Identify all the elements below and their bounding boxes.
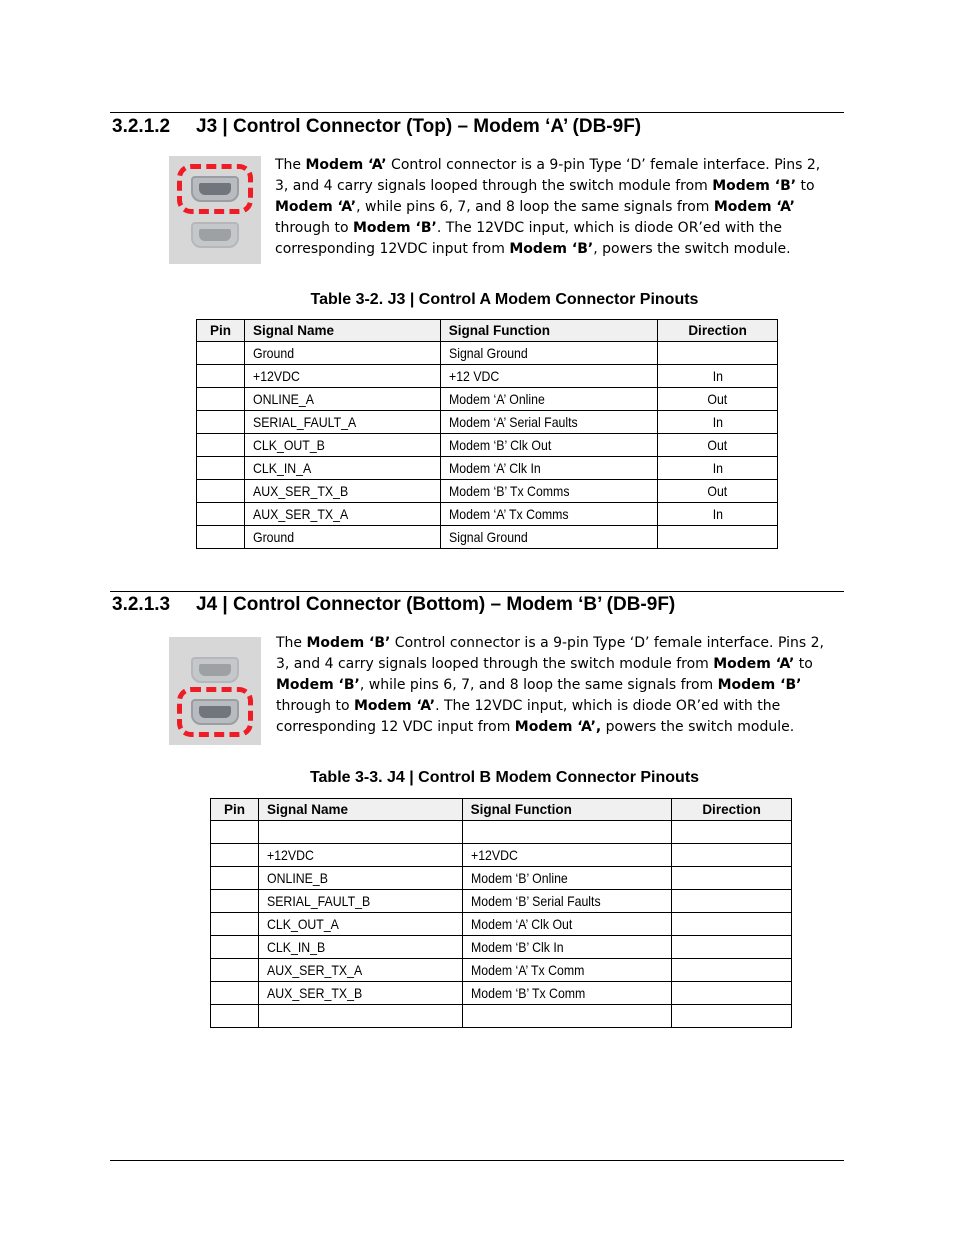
cell-pin <box>197 480 245 503</box>
bold-term: Modem ‘B’ <box>509 241 594 257</box>
connector-image-j4 <box>169 637 261 745</box>
table-row <box>211 844 792 867</box>
cell-signal-name: CLK_OUT_B <box>244 434 440 457</box>
bold-term: Modem ‘A’ <box>713 199 795 215</box>
bold-term: Modem ‘B’ <box>276 677 360 693</box>
cell-direction <box>672 936 792 959</box>
pinout-table-j4 <box>210 798 792 1028</box>
cell-pin <box>197 503 245 526</box>
column-header-direction: Direction <box>672 799 792 821</box>
cell-signal-function: Modem ‘B’ Tx Comm <box>462 982 671 1005</box>
cell-signal-function: Modem ‘B’ Online <box>462 867 671 890</box>
table-row <box>197 342 778 365</box>
cell-signal-function: Modem ‘A’ Online <box>440 388 657 411</box>
cell-direction: In <box>658 457 778 480</box>
column-header-signal-name: Signal Name <box>244 320 440 342</box>
cell-signal-function: Signal Ground <box>440 526 657 549</box>
cell-direction: In <box>658 503 778 526</box>
highlight-outline <box>177 687 253 737</box>
cell-signal-function <box>462 821 671 844</box>
cell-signal-name: SERIAL_FAULT_A <box>244 411 440 434</box>
connector-image-j3 <box>169 156 261 264</box>
cell-signal-name <box>258 1005 462 1028</box>
pinout-table-j3 <box>196 319 778 549</box>
bold-term: Modem ‘B’ <box>352 220 437 236</box>
cell-pin <box>211 821 259 844</box>
paragraph-text: to <box>794 656 813 672</box>
cell-signal-function: Modem ‘B’ Serial Faults <box>462 890 671 913</box>
cell-signal-function: +12VDC <box>462 844 671 867</box>
paragraph-text: , while pins 6, 7, and 8 loop the same signals from <box>356 199 714 215</box>
paragraph-text: Control connector is a 9-pin Type ‘D’ female interface. Pins 2, 3, and 4 carry signals looped through the switch module from <box>276 635 824 672</box>
cell-signal-function: Signal Ground <box>440 342 657 365</box>
table-row <box>211 982 792 1005</box>
cell-pin <box>197 342 245 365</box>
cell-direction: Out <box>658 434 778 457</box>
cell-direction <box>672 1005 792 1028</box>
column-header-signal-function: Signal Function <box>440 320 657 342</box>
section-heading-j3 <box>112 116 641 138</box>
paragraph-text: The <box>276 635 307 651</box>
table-caption-j4: Table 3-3. J4 | Control B Modem Connector Pinouts <box>309 769 700 786</box>
cell-pin <box>211 982 259 1005</box>
section-title: J4 | Control Connector (Bottom) – Modem ‘B’ (DB-9F) <box>196 594 676 615</box>
table-header-row <box>197 320 778 342</box>
cell-signal-name: AUX_SER_TX_B <box>244 480 440 503</box>
cell-signal-function: +12 VDC <box>440 365 657 388</box>
bold-term: Modem ‘B’ <box>712 178 797 194</box>
paragraph-text: Control connector is a 9-pin Type ‘D’ female interface. Pins 2, 3, and 4 carry signals looped through the switch module from <box>275 157 821 194</box>
table-row <box>197 388 778 411</box>
bold-term: Modem ‘A’ <box>713 656 795 672</box>
table-row <box>211 821 792 844</box>
cell-signal-function <box>462 1005 671 1028</box>
section-rule <box>110 591 844 592</box>
bold-term: Modem ‘B’ <box>306 635 391 651</box>
table-row <box>197 503 778 526</box>
cell-pin <box>197 526 245 549</box>
cell-signal-name: AUX_SER_TX_A <box>244 503 440 526</box>
cell-pin <box>211 890 259 913</box>
bold-term: Modem ‘A’ <box>353 698 436 714</box>
paragraph-text: to <box>796 178 815 194</box>
cell-pin <box>211 936 259 959</box>
column-header-pin: Pin <box>197 320 245 342</box>
cell-signal-name: CLK_IN_A <box>244 457 440 480</box>
section-heading-j4 <box>112 594 675 616</box>
cell-direction: In <box>658 411 778 434</box>
highlight-outline <box>177 164 253 214</box>
cell-pin <box>211 913 259 936</box>
cell-pin <box>211 867 259 890</box>
table-row <box>211 890 792 913</box>
bold-term: Modem ‘A’ <box>275 199 357 215</box>
cell-direction: In <box>658 365 778 388</box>
paragraph-text: The <box>275 157 306 173</box>
cell-signal-name: CLK_OUT_A <box>258 913 462 936</box>
column-header-signal-name: Signal Name <box>258 799 462 821</box>
bold-term: Modem ‘A’, <box>514 719 602 735</box>
section-number: 3.2.1.2 <box>112 116 171 137</box>
cell-pin <box>211 1005 259 1028</box>
cell-signal-name: CLK_IN_B <box>258 936 462 959</box>
cell-pin <box>197 388 245 411</box>
cell-direction <box>658 342 778 365</box>
cell-signal-function: Modem ‘A’ Clk Out <box>462 913 671 936</box>
table-row <box>197 434 778 457</box>
cell-signal-function: Modem ‘B’ Clk In <box>462 936 671 959</box>
paragraph-text: through to <box>275 220 353 236</box>
cell-direction: Out <box>658 480 778 503</box>
cell-signal-name: +12VDC <box>258 844 462 867</box>
cell-signal-name: ONLINE_A <box>244 388 440 411</box>
bold-term: Modem ‘A’ <box>305 157 387 173</box>
table-row <box>197 365 778 388</box>
cell-pin <box>211 959 259 982</box>
cell-signal-name: ONLINE_B <box>258 867 462 890</box>
cell-signal-function: Modem ‘A’ Clk In <box>440 457 657 480</box>
table-row <box>197 457 778 480</box>
cell-direction <box>658 526 778 549</box>
section-title: J3 | Control Connector (Top) – Modem ‘A’ (DB-9F) <box>196 116 642 137</box>
table-row <box>211 959 792 982</box>
cell-pin <box>211 844 259 867</box>
db9-port-bottom <box>191 222 239 248</box>
paragraph-text: , powers the switch module. <box>593 241 791 257</box>
cell-direction <box>672 982 792 1005</box>
db9-port-top <box>191 657 239 683</box>
table-row <box>211 936 792 959</box>
cell-pin <box>197 457 245 480</box>
cell-direction <box>672 821 792 844</box>
cell-direction <box>672 867 792 890</box>
cell-direction: Out <box>658 388 778 411</box>
cell-direction <box>672 913 792 936</box>
cell-signal-name: SERIAL_FAULT_B <box>258 890 462 913</box>
section-number: 3.2.1.3 <box>112 594 171 615</box>
cell-pin <box>197 434 245 457</box>
cell-pin <box>197 365 245 388</box>
table-row <box>197 526 778 549</box>
table-row <box>211 913 792 936</box>
cell-signal-function: Modem ‘A’ Tx Comm <box>462 959 671 982</box>
paragraph-text: . The 12VDC input, which is diode OR’ed with the corresponding 12VDC input from <box>275 220 782 257</box>
cell-direction <box>672 890 792 913</box>
section-paragraph-j4 <box>276 633 836 738</box>
cell-signal-function: Modem ‘B’ Tx Comms <box>440 480 657 503</box>
paragraph-text: through to <box>276 698 354 714</box>
cell-signal-name: AUX_SER_TX_B <box>258 982 462 1005</box>
bold-term: Modem ‘B’ <box>717 677 802 693</box>
cell-signal-name <box>258 821 462 844</box>
cell-direction <box>672 959 792 982</box>
column-header-direction: Direction <box>658 320 778 342</box>
paragraph-text: powers the switch module. <box>601 719 795 735</box>
cell-signal-name: Ground <box>244 526 440 549</box>
header-rule <box>110 112 844 113</box>
cell-signal-name: Ground <box>244 342 440 365</box>
cell-signal-function: Modem ‘B’ Clk Out <box>440 434 657 457</box>
cell-signal-name: +12VDC <box>244 365 440 388</box>
paragraph-text: , while pins 6, 7, and 8 loop the same signals from <box>359 677 718 693</box>
table-caption-j3: Table 3-2. J3 | Control A Modem Connector Pinouts <box>310 291 699 308</box>
section-paragraph-j3 <box>275 155 835 260</box>
paragraph-text: . The 12VDC input, which is diode OR’ed with the corresponding 12 VDC input from <box>276 698 781 735</box>
table-header-row <box>211 799 792 821</box>
cell-signal-function: Modem ‘A’ Serial Faults <box>440 411 657 434</box>
table-row <box>211 867 792 890</box>
column-header-signal-function: Signal Function <box>462 799 671 821</box>
cell-signal-name: AUX_SER_TX_A <box>258 959 462 982</box>
table-row <box>197 480 778 503</box>
cell-pin <box>197 411 245 434</box>
column-header-pin: Pin <box>211 799 259 821</box>
cell-direction <box>672 844 792 867</box>
table-row <box>211 1005 792 1028</box>
table-row <box>197 411 778 434</box>
cell-signal-function: Modem ‘A’ Tx Comms <box>440 503 657 526</box>
footer-rule <box>110 1160 844 1161</box>
